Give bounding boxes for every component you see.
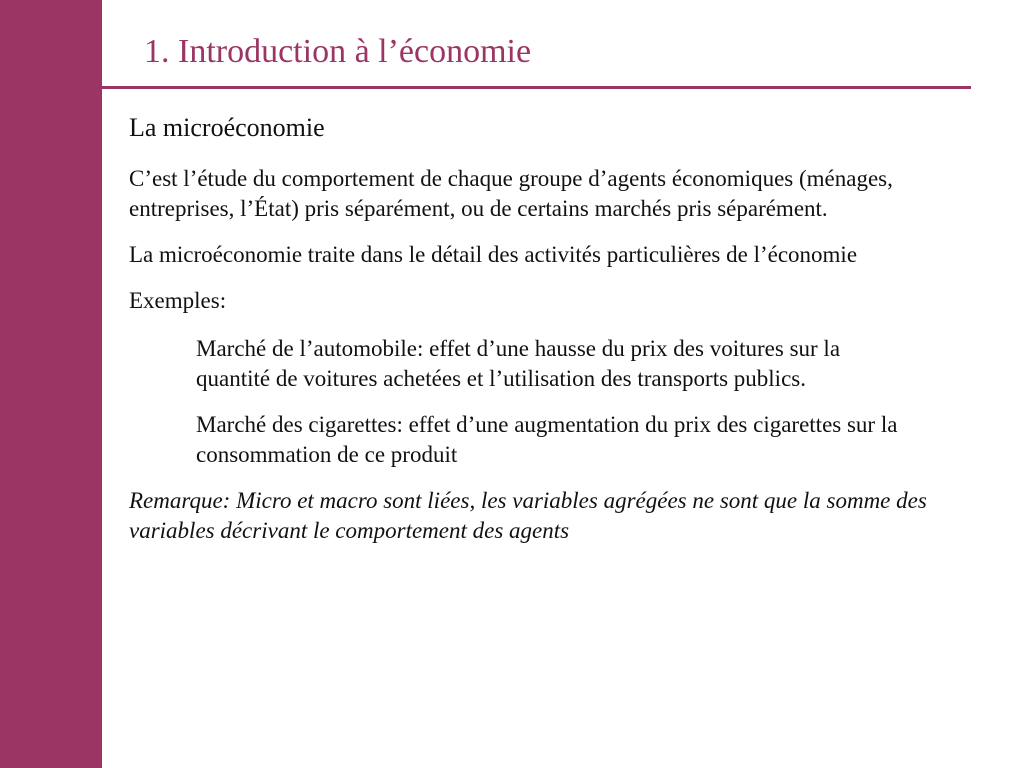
- definition-paragraph: C’est l’étude du comportement de chaque groupe d’agents économiques (ménages, entreprises, l’État) pris séparément, ou de certains marchés pris séparément.: [129, 166, 893, 221]
- remark-note: Remarque: Micro et macro sont liées, les variables agrégées ne sont que la somme des variables décrivant le comportement des agents: [129, 488, 927, 543]
- side-band: [0, 0, 102, 768]
- example-cigarettes: Marché des cigarettes: effet d’une augmentation du prix des cigarettes sur la consommation de ce produit: [196, 412, 898, 467]
- slide-content: [129, 112, 969, 546]
- scope-paragraph: La microéconomie traite dans le détail des activités particulières de l’économie: [129, 242, 858, 267]
- title-divider: [36, 86, 971, 89]
- slide-subtitle: La microéconomie: [129, 113, 325, 142]
- slide-title: 1. Introduction à l’économie: [144, 33, 532, 70]
- example-automobile: Marché de l’automobile: effet d’une hausse du prix des voitures sur la quantité de voitures achetées et l’utilisation des transports publics.: [196, 336, 841, 391]
- examples-label: Exemples:: [129, 288, 227, 313]
